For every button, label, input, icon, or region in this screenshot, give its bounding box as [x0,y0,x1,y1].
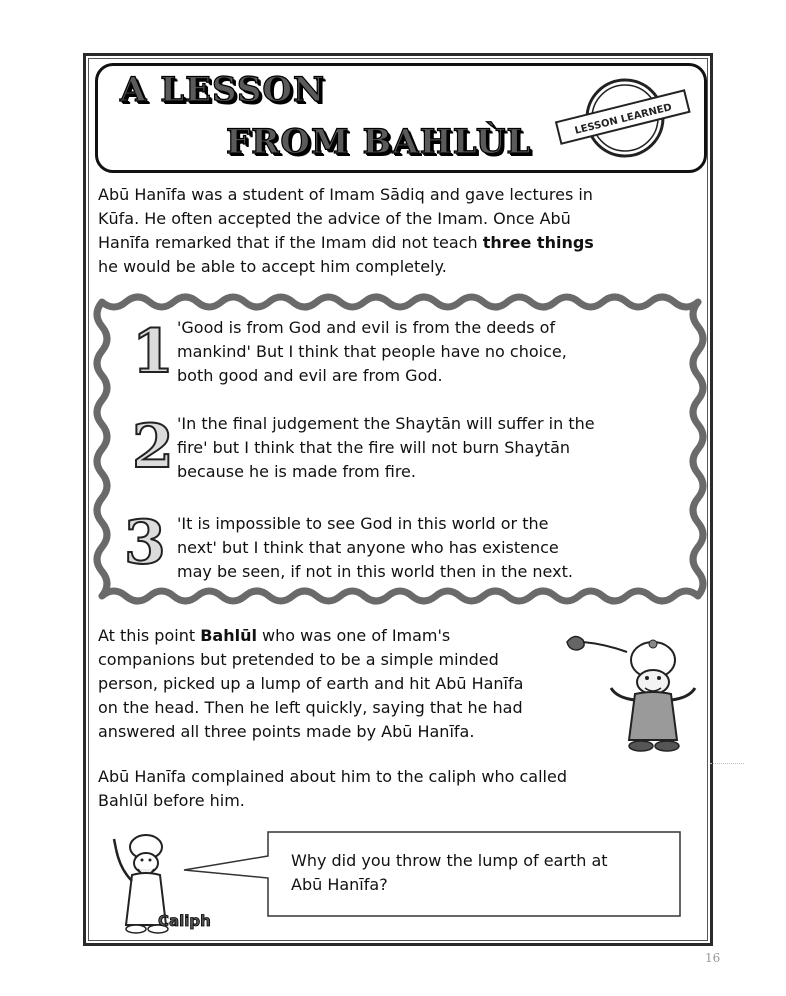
speech-line-2: Abū Hanīfa? [291,875,388,894]
caliph-label: Caliph [158,912,211,930]
point-3-text [177,512,573,584]
intro-line-3 [98,231,594,255]
lesson-learned-stamp-icon [553,72,693,160]
point-2-line-2: fire' but I think that the fire will not burn Shaytān [177,438,571,457]
point-2-text [177,412,595,484]
point-1-line-3: both good and evil are from God. [177,366,443,385]
bahlul-paragraph [98,624,523,744]
title-line-1: A LESSON [120,70,326,110]
point-1-text [177,316,567,388]
bahlul-cartoon-icon [565,630,715,760]
bahlul-line-1 [98,624,523,648]
intro-line-3-text: Hanīfa remarked that if the Imam did not teach [98,233,483,252]
complaint-paragraph [98,765,567,813]
bahlul-line-1-pre: At this point [98,626,201,645]
point-2-line-1: 'In the final judgement the Shaytān will suffer in the [177,414,595,433]
intro-line-1: Abū Hanīfa was a student of Imam Sādiq and gave lectures in [98,185,593,204]
speech-text [291,849,608,897]
bahlul-name-emphasis: Bahlūl [200,626,257,645]
intro-line-4: he would be able to accept him completely. [98,257,447,276]
point-3-line-1: 'It is impossible to see God in this world or the [177,514,549,533]
complaint-line-1: Abū Hanīfa complained about him to the caliph who called [98,767,567,786]
bahlul-line-2: companions but pretended to be a simple minded [98,650,499,669]
point-3-line-3: may be seen, if not in this world then in the next. [177,562,573,581]
point-number-1: 1 [132,317,174,387]
point-number-3: 3 [124,508,166,578]
point-number-2: 2 [132,412,174,482]
bahlul-line-5: answered all three points made by Abū Hanīfa. [98,722,475,741]
point-2-line-3: because he is made from fire. [177,462,416,481]
bahlul-line-3: person, picked up a lump of earth and hit Abū Hanīfa [98,674,524,693]
intro-paragraph [98,183,594,279]
speech-line-1: Why did you throw the lump of earth at [291,851,608,870]
point-3-line-2: next' but I think that anyone who has existence [177,538,559,557]
three-things-emphasis: three things [482,233,594,252]
page-number: 16 [705,951,721,965]
bahlul-line-1-post: who was one of Imam's [256,626,451,645]
complaint-line-2: Bahlūl before him. [98,791,245,810]
title-line-2: FROM BAHLÙL [226,122,532,162]
dotted-divider [710,763,744,764]
point-1-line-1: 'Good is from God and evil is from the deeds of [177,318,556,337]
point-1-line-2: mankind' But I think that people have no choice, [177,342,567,361]
bahlul-line-4: on the head. Then he left quickly, saying that he had [98,698,523,717]
intro-line-2: Kūfa. He often accepted the advice of the Imam. Once Abū [98,209,571,228]
stamp-text: LESSON LEARNED [573,102,674,137]
